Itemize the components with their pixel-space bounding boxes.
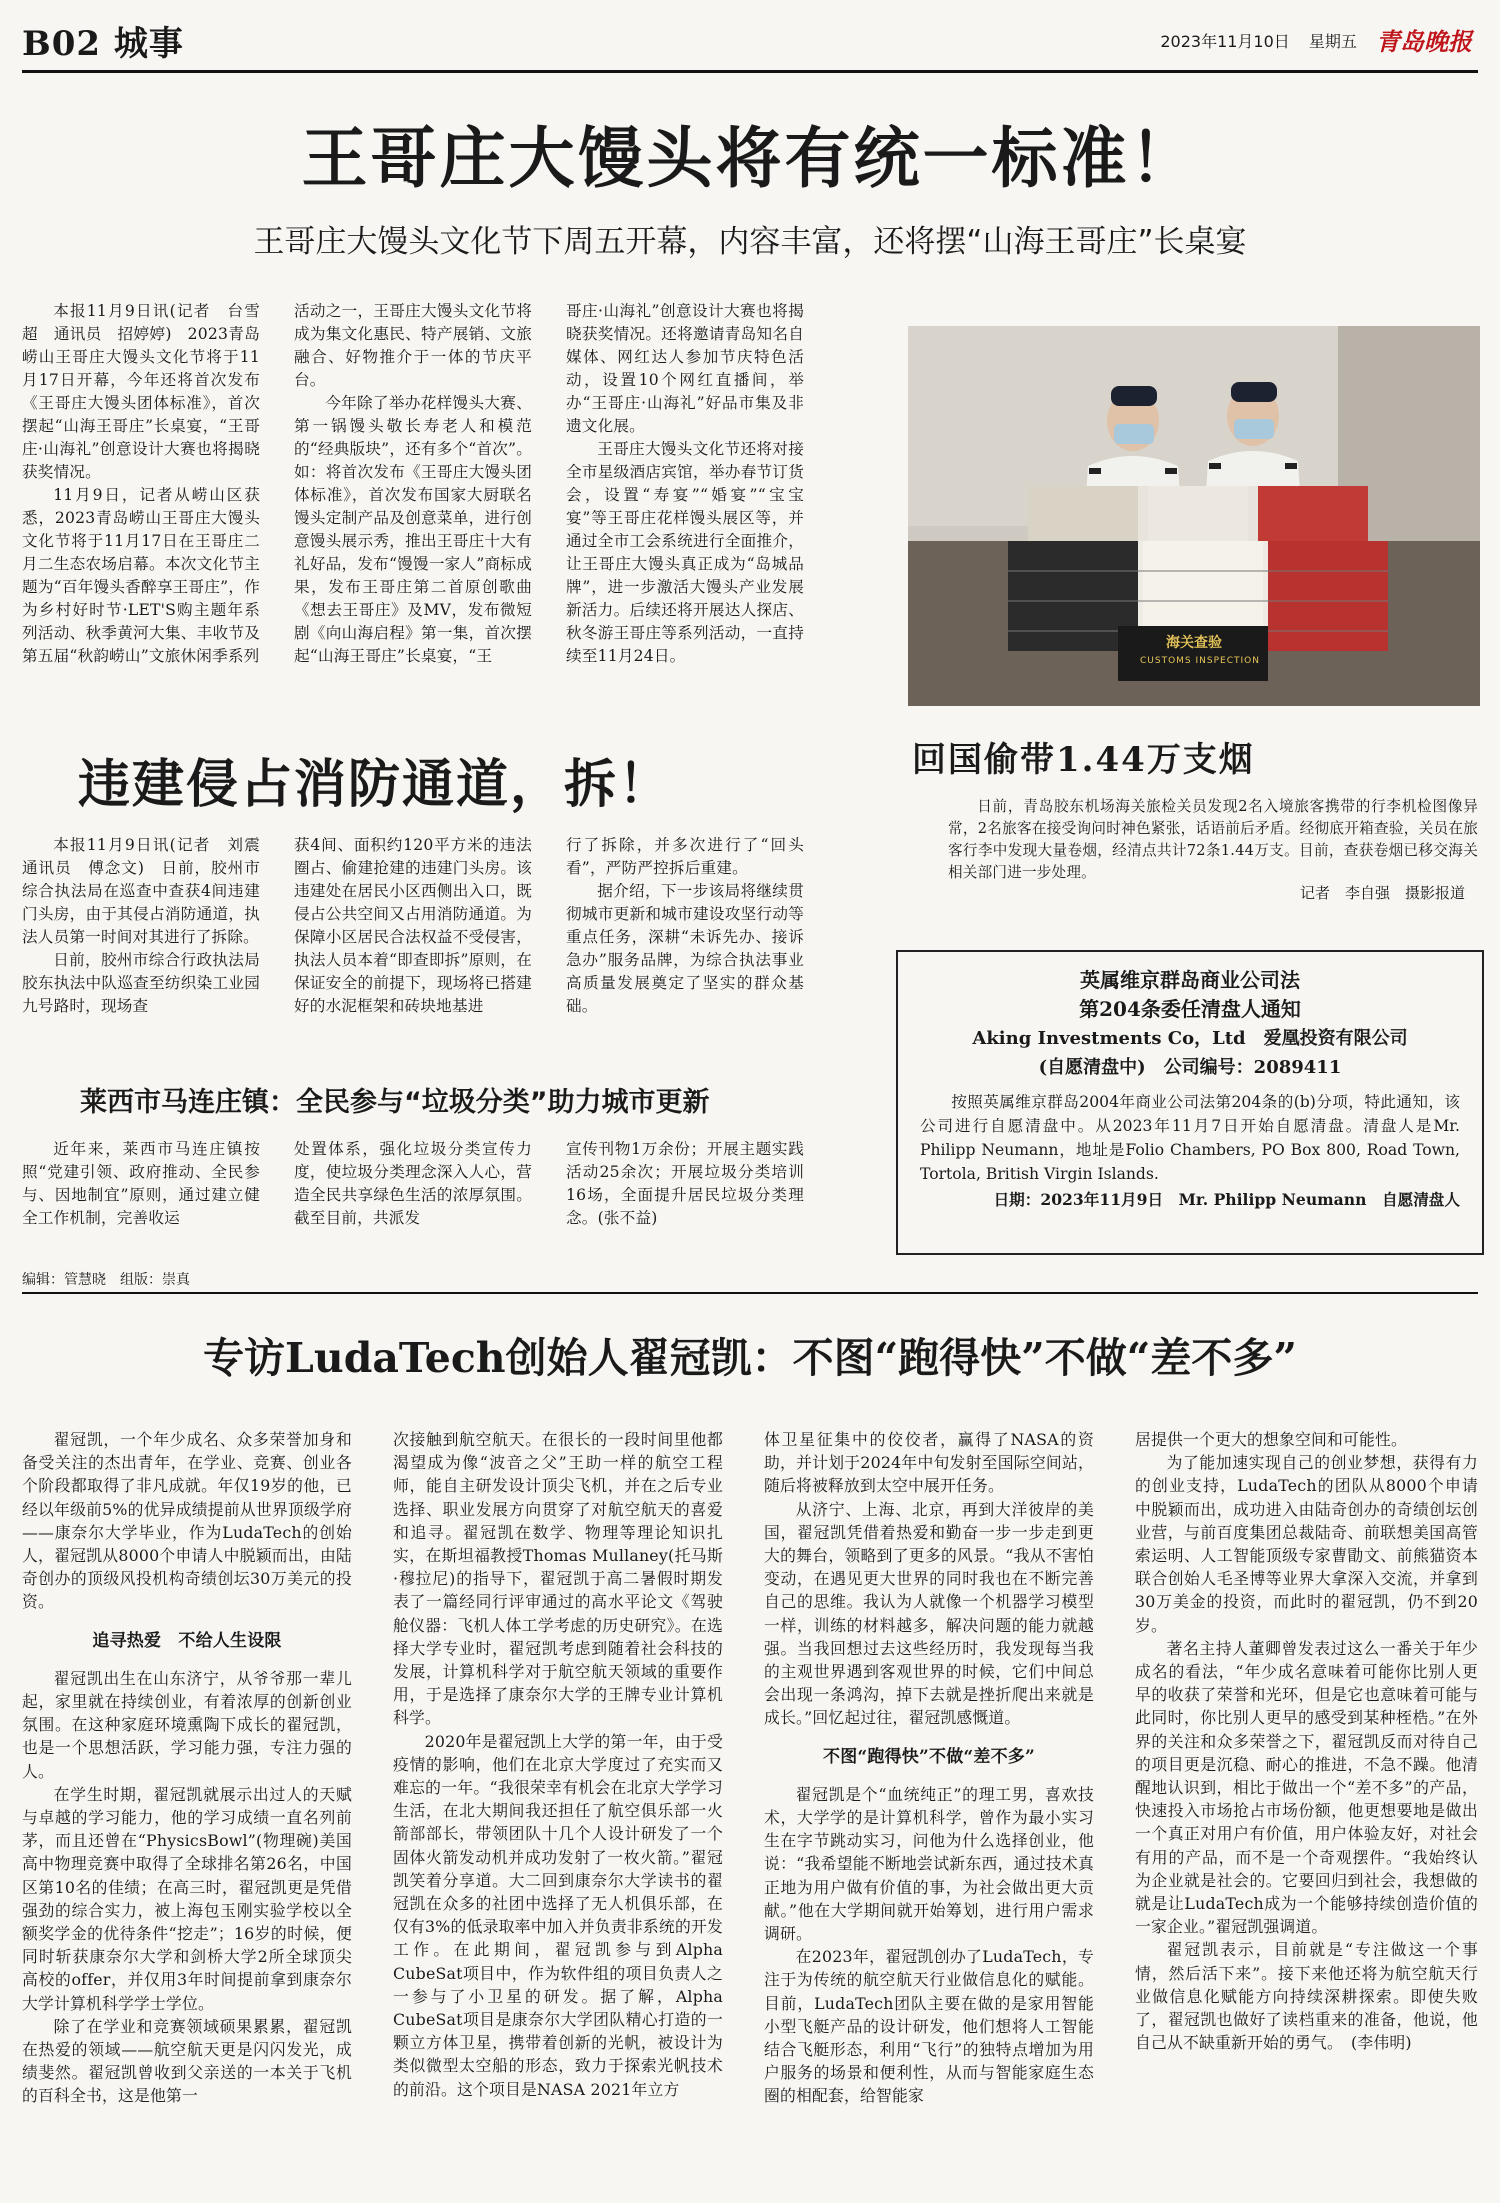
paragraph: 除了在学业和竞赛领域硕果累累，翟冠凯在热爱的领域——航空航天更是闪闪发光，成绩斐然。翟冠凯曾收到父亲送的一本关于飞机的百科全书，这是他第一 (22, 2016, 352, 2106)
story4-column-2 (393, 1428, 723, 2101)
paragraph: 翟冠凯，一个年少成名、众多荣誉加身和备受关注的杰出青年，在学业、竞赛、创业各个阶段都取得了非凡成就。年仅19岁的他，已经以年级前5%的优异成绩提前从世界顶级学府——康奈尔大学毕业，作为LudaTech的创始人，翟冠凯从8000个申请人中脱颖而出，由陆奇创办的顶级风投机构奇绩创坛30万美元的投资。 (22, 1430, 352, 1612)
editors-line: 编辑：管慧晓 组版：崇真 (22, 1272, 190, 1288)
header-rule (22, 70, 1478, 73)
story1-column-3 (566, 300, 804, 668)
photo-caption-body (948, 796, 1478, 884)
paragraph: 次接触到航空航天。在很长的一段时间里他都渴望成为像“波音之父”王助一样的航空工程师，能自主研发设计顶尖飞机，并在之后专业选择、职业发展方向贯穿了对航空航天的喜爱和追寻。翟冠凯在数学、物理等理论知识扎实，在斯坦福教授Thomas Mullaney(托马斯·穆拉尼)的指导下，翟冠凯于高二暑假时期发表了一篇经同行评审通过的高水平论文《驾驶舱仪器：飞机人体工学考虑的历史研究》。在选择大学专业时，翟冠凯考虑到随着社会科技的发展，计算机科学对于航空航天领域的重要作用，于是选择了康奈尔大学的王牌专业计算机科学。 (393, 1430, 723, 1728)
paragraph: 处置体系，强化垃圾分类宣传力度，使垃圾分类理念深入人心，营造全民共享绿色生活的浓厚氛围。截至目前，共派发 (294, 1140, 532, 1227)
paragraph: 居提供一个更大的想象空间和可能性。 (1135, 1430, 1407, 1449)
paragraph: 日前，胶州市综合行政执法局胶东执法中队巡查至纺织染工业园九号路时，现场查 (22, 951, 260, 1015)
paragraph: 今年除了举办花样馒头大赛、第一锅馒头敬长寿老人和模范的“经典版块”，还有多个“首次”。如：将首次发布《王哥庄大馒头团体标准》，首次发布国家大厨联名馒头定制产品及创意菜单，进行创意馒头展示秀，推出王哥庄十大有礼好品，发布“馒馒一家人”商标成果，发布王哥庄第二首原创歌曲《想去王哥庄》及MV，发布微短剧《向山海启程》第一集，首次摆起“山海王哥庄”长桌宴，“王 (294, 394, 533, 665)
paragraph: 翟冠凯表示，目前就是“专注做这一个事情，然后活下来”。接下来他还将为航空航天行业做信息化赋能方向持续深耕探索。即使失败了，翟冠凯也做好了读档重来的准备，他说，他自己从不缺重新开始的勇气。 (李伟明) (1135, 1940, 1478, 2053)
paragraph: 翟冠凯出生在山东济宁，从爷爷那一辈儿起，家里就在持续创业，有着浓厚的创新创业氛围。在这种家庭环境熏陶下成长的翟冠凯，也是一个思想活跃，学习能力强，专注力强的人。 (22, 1668, 352, 1781)
liquidation-notice (896, 950, 1484, 1255)
story1-column-2 (294, 300, 532, 668)
story2-column-3 (566, 834, 804, 1018)
paragraph: 体卫星征集中的佼佼者，赢得了NASA的资助，并计划于2024年中旬发射至国际空间站，随后将被释放到太空中展开任务。 (764, 1430, 1094, 1496)
story3-column-3 (566, 1138, 804, 1230)
issue-weekday: 星期五 (1308, 32, 1357, 51)
section-rule (22, 1292, 1478, 1294)
story3-title: 莱西市马连庄镇：全民参与“垃圾分类”助力城市更新 (80, 1087, 710, 1118)
story4-column-1 (22, 1428, 352, 2108)
paragraph: 据介绍，下一步该局将继续贯彻城市更新和城市建设攻坚行动等重点任务，深耕“未诉先办、接诉急办”服务品牌，为综合执法事业高质量发展奠定了坚实的群众基础。 (566, 882, 804, 1015)
story1-subtitle: 王哥庄大馒头文化节下周五开幕，内容丰富，还将摆“山海王哥庄”长桌宴 (253, 224, 1247, 260)
story2-column-2 (294, 834, 532, 1018)
paragraph: 2020年是翟冠凯上大学的第一年，由于受疫情的影响，他们在北京大学度过了充实而又难忘的一年。“我很荣幸有机会在北京大学学习生活，在北大期间我还担任了航空俱乐部一火箭部部长，带领团队十几个人设计研发了一个固体火箭发动机并成功发射了一枚火箭。”翟冠凯笑着分享道。大二回到康奈尔大学读书的翟冠凯在众多的社团中选择了无人机俱乐部，在仅有3%的低录取率中加入并负责非系统的开发工作。在此期间，翟冠凯参与到Alpha CubeSat项目中，作为软件组的项目负责人之一参与了小卫星的研发。据了解，Alpha CubeSat项目是康奈尔大学团队精心打造的一颗立方体卫星，携带着创新的光帆，被设计为类似微型太空船的形态，致力于探索光帆技术的前沿。这个项目是NASA 2021年立方 (393, 1731, 723, 2099)
header-meta (1160, 22, 1472, 57)
paragraph: 11月9日，记者从崂山区获悉，2023青岛崂山王哥庄大馒头文化节将于11月17日在王哥庄二月二生态农场启幕。本次文化节主题为“百年馒头香醉享王哥庄”，作为乡村好时节·LET'S购主题年系列活动、秋季黄河大集、丰收节及第五届“秋韵崂山”文旅休闲季系列 (22, 486, 260, 665)
notice-footer: 日期：2023年11月9日 Mr. Philipp Neumann 自愿清盘人 (993, 1190, 1460, 1209)
paragraph: 从济宁、上海、北京，再到大洋彼岸的美国，翟冠凯凭借着热爱和勤奋一步一步走到更大的舞台，领略到了更多的风景。“我从不害怕变动，在遇见更大世界的同时我也在不断完善自己的思维。我认为人就像一个机器学习模型一样，训练的材料越多，解决问题的能力就越强。当我回想过去这些经历时，我发现每当我的主观世界遇到客观世界的时候，它们中间总会出现一条鸿沟，掉下去就是挫折爬出来就是成长。”回忆起过往，翟冠凯感慨道。 (764, 1499, 1094, 1728)
story4-subhead-2: 不图“跑得快”不做“差不多” (823, 1746, 1035, 1767)
paragraph: 日前，青岛胶东机场海关旅检关员发现2名入境旅客携带的行李机检图像异常，2名旅客在接受询问时神色紧张，话语前后矛盾。经彻底开箱查验，关员在旅客行李中发现大量卷烟，经清点共计72条1.44万支。目前，查获卷烟已移交海关相关部门进一步处理。 (948, 798, 1478, 881)
story1-column-1 (22, 300, 260, 668)
paragraph: 行了拆除，并多次进行了“回头看”，严防严控拆后重建。 (566, 836, 804, 877)
paragraph: 本报11月9日讯(记者 台雪超 通讯员 招婷婷) 2023青岛崂山王哥庄大馒头文化节将于11月17日开幕，今年还将首次发布《王哥庄大馒头团体标准》，首次摆起“山海王哥庄”长桌宴，“王哥庄·山海礼”创意设计大赛也将揭晓获奖情况。 (22, 302, 260, 481)
paragraph: 在学生时期，翟冠凯就展示出过人的天赋与卓越的学习能力，他的学习成绩一直名列前茅，而且还曾在“PhysicsBowl”(物理碗)美国高中物理竞赛中取得了全球排名第26名，中国区第10名的佳绩；在高三时，翟冠凯更是凭借强劲的综合实力，被上海包玉刚实验学校以全额奖学金的优待条件“挖走”；16岁的时候，便同时斩获康奈尔大学和剑桥大学2所全球顶尖高校的offer，并仅用3年时间提前拿到康奈尔大学计算机科学学士学位。 (22, 1784, 352, 2013)
photo-credit: 记者 李自强 摄影报道 (1300, 884, 1466, 902)
story3-column-2 (294, 1138, 532, 1230)
badge-text-cn: 海关查验 (1166, 635, 1222, 651)
story2-column-1 (22, 834, 276, 1018)
issue-date: 2023年11月10日 (1160, 32, 1290, 51)
paper-logo: 青岛晚报 (1376, 28, 1472, 56)
page-number: B02 城事 (22, 24, 184, 64)
paragraph: 本报11月9日讯(记者 刘震 通讯员 傅念文) 日前，胶州市综合执法局在巡查中查获4间违建门头房，由于其侵占消防通道，执法人员第一时间对其进行了拆除。 (22, 836, 276, 946)
paragraph: 获4间、面积约120平方米的违法圈占、偷建抢建的违建门头房。该违建处在居民小区西侧出入口，既侵占公共空间又占用消防通道。为保障小区居民合法权益不受侵害，执法人员本着“即查即拆”原则，在保证安全的前提下，现场将已搭建好的水泥框架和砖块地基进 (294, 836, 532, 1015)
story4-column-4 (1135, 1428, 1478, 2054)
story1-title: 王哥庄大馒头将有统一标准！ (301, 119, 1199, 197)
notice-title-2: 第204条委任清盘人通知 (1079, 997, 1301, 1021)
paragraph: 近年来，莱西市马连庄镇按照“党建引领、政府推动、全民参与、因地制宜”原则，通过建立健全工作机制，完善收运 (22, 1140, 260, 1227)
paragraph: 在2023年，翟冠凯创办了LudaTech，专注于为传统的航空航天行业做信息化的赋能。目前，LudaTech团队主要在做的是家用智能小型飞艇产品的设计研发，他们想将人工智能结合飞艇形态，利用“飞行”的独特点增加为用户服务的场景和便利性，从而与智能家庭生态圈的相配套，给智能家 (764, 1947, 1094, 2106)
story3-column-1 (22, 1138, 260, 1230)
paragraph: 活动之一，王哥庄大馒头文化节将成为集文化惠民、特产展销、文旅融合、好物推介于一体的节庆平台。 (294, 302, 532, 389)
paragraph: 宣传刊物1万余份；开展主题实践活动25余次；开展垃圾分类培训16场，全面提升居民垃圾分类理念。(张不益) (566, 1140, 804, 1227)
notice-body: 按照英属维京群岛2004年商业公司法第204条的(b)分项，特此通知，该公司进行自愿清盘中。从2023年11月7日开始自愿清盘。清盘人是Mr. Philipp Neumann，地址是Folio Chambers, PO Box 800, Road Town, Tortola, British Virgin Islands. (920, 1093, 1460, 1183)
story4-column-3 (764, 1428, 1094, 2108)
notice-title-1: 英属维京群岛商业公司法 (1080, 968, 1300, 992)
notice-title-3: Aking Investments Co，Ltd 爱凰投资有限公司 (972, 1028, 1408, 1049)
story4-subhead-1: 追寻热爱 不给人生设限 (92, 1630, 282, 1651)
paragraph: 哥庄·山海礼”创意设计大赛也将揭晓获奖情况。还将邀请青岛知名自媒体、网红达人参加节庆特色活动，设置10个网红直播间，举办“王哥庄·山海礼”好品市集及非遗文化展。 (566, 302, 804, 435)
paragraph: 翟冠凯是个“血统纯正”的理工男，喜欢技术，大学学的是计算机科学，曾作为最小实习生在字节跳动实习，问他为什么选择创业，他说：“我希望能不断地尝试新东西，通过技术真正地为用户做有价值的事，为社会做出更大贡献。”他在大学期间就开始筹划，进行用户需求调研。 (764, 1784, 1094, 1944)
story2-title: 违建侵占消防通道，拆！ (78, 754, 673, 815)
paragraph: 王哥庄大馒头文化节还将对接全市星级酒店宾馆，举办春节订货会，设置“寿宴”“婚宴”“宝宝宴”等王哥庄花样馒头展区等，并通过全市工会系统进行全面推介，让王哥庄大馒头真正成为“岛城品牌”，进一步激活大馒头产业发展新活力。后续还将开展达人探店、秋冬游王哥庄等系列活动，一直持续至11月24日。 (566, 440, 804, 665)
customs-photo (908, 326, 1480, 706)
paragraph: 为了能加速实现自己的创业梦想，获得有力的创业支持，LudaTech的团队从8000个申请中脱颖而出，成功进入由陆奇创办的奇绩创坛创业营，与前百度集团总裁陆奇、前联想美国高管索运明、人工智能顶级专家曹勖文、前熊猫资本联合创始人毛圣博等业界大拿深入交流，并拿到30万美金的投资，而此时的翟冠凯，仍不到20岁。 (1135, 1453, 1478, 1635)
photo-caption-title: 回国偷带1.44万支烟 (912, 740, 1255, 780)
badge-text-en: CUSTOMS INSPECTION (1140, 656, 1260, 666)
paragraph: 著名主持人董卿曾发表过这么一番关于年少成名的看法，“年少成名意味着可能你比别人更早的收获了荣誉和光环，但是它也意味着可能与此同时，你比别人更早的感受到某种桎梏。”在外界的关注和众多荣誉之下，翟冠凯反而对待自己的项目更是沉稳、耐心的推进，不急不躁。他清醒地认识到，相比于做出一个“差不多”的产品，快速投入市场抢占市场份额，他更想要地是做出一个真正对用户有价值，用户体验友好，对社会有用的产品，而不是一个奇观摆件。“我始终认为企业就是社会的。它要回归到社会，我想做的就是让LudaTech成为一个能够持续创造价值的一家企业。”翟冠凯强调道。 (1135, 1638, 1478, 1937)
notice-title-4: (自愿清盘中) 公司编号：2089411 (1038, 1057, 1342, 1078)
story4-title: 专访LudaTech创始人翟冠凯：不图“跑得快”不做“差不多” (203, 1334, 1297, 1382)
